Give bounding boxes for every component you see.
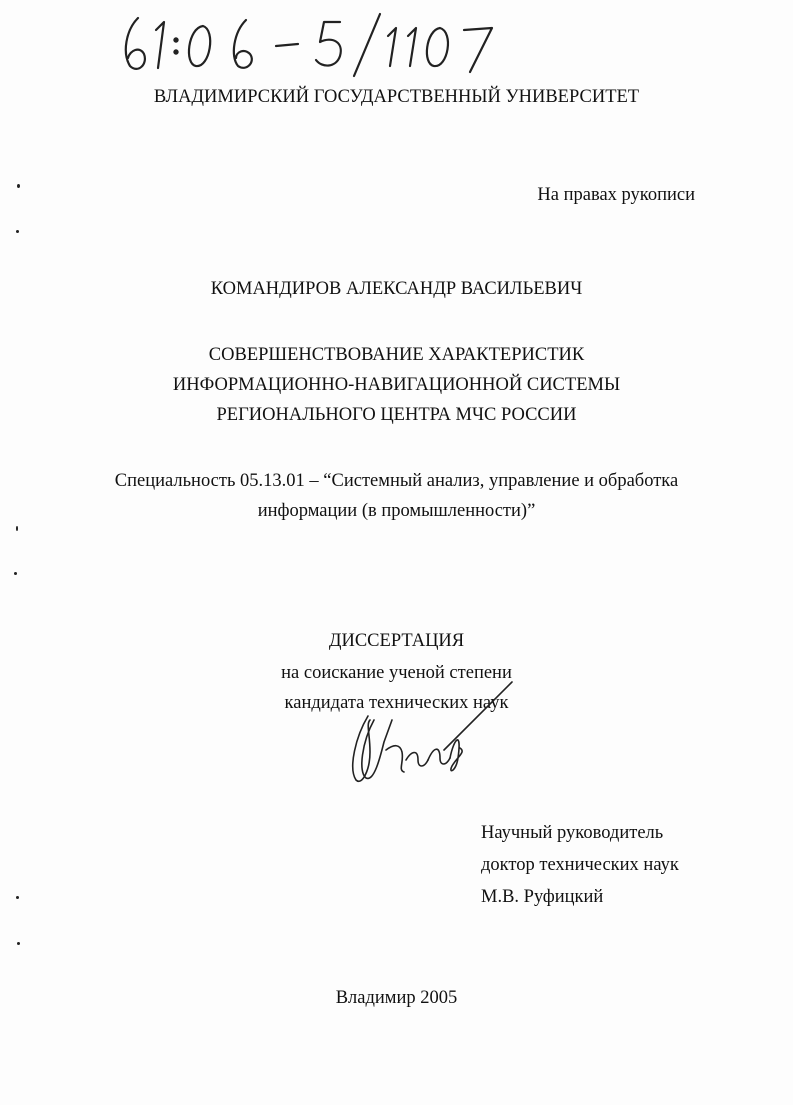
scan-speck	[16, 526, 18, 531]
supervisor	[481, 822, 679, 918]
university-name: ВЛАДИМИРСКИЙ ГОСУДАРСТВЕННЫЙ УНИВЕРСИТЕТ	[153, 87, 640, 107]
degree-line: на соискание ученой степени	[281, 663, 512, 683]
specialty	[0, 470, 793, 530]
author-signature	[340, 676, 520, 788]
title-line: ИНФОРМАЦИОННО-НАВИГАЦИОННОЙ СИСТЕМЫ	[172, 375, 621, 395]
city-year: Владимир 2005	[335, 988, 458, 1008]
author-name: КОМАНДИРОВ АЛЕКСАНДР ВАСИЛЬЕВИЧ	[210, 279, 583, 299]
scan-speck	[14, 572, 17, 575]
scan-speck	[17, 184, 20, 188]
document-type: ДИССЕРТАЦИЯ	[328, 631, 465, 651]
archive-code-handwriting	[118, 8, 508, 78]
supervisor-line: М.В. Руфицкий	[481, 887, 604, 907]
degree-line: кандидата технических наук	[284, 693, 509, 713]
supervisor-line: доктор технических наук	[481, 855, 679, 875]
title-line: РЕГИОНАЛЬНОГО ЦЕНТРА МЧС РОССИИ	[216, 405, 577, 425]
scan-speck	[16, 230, 19, 233]
supervisor-line: Научный руководитель	[481, 823, 664, 843]
specialty-line: информации (в промышленности)”	[257, 501, 536, 521]
specialty-line: Специальность 05.13.01 – “Системный анализ, управление и обработка	[114, 471, 679, 491]
scan-speck	[17, 942, 20, 945]
scan-speck	[16, 896, 19, 899]
dissertation-title	[0, 344, 793, 434]
manuscript-rights: На правах рукописи	[537, 185, 695, 205]
title-line: СОВЕРШЕНСТВОВАНИЕ ХАРАКТЕРИСТИК	[208, 345, 585, 365]
